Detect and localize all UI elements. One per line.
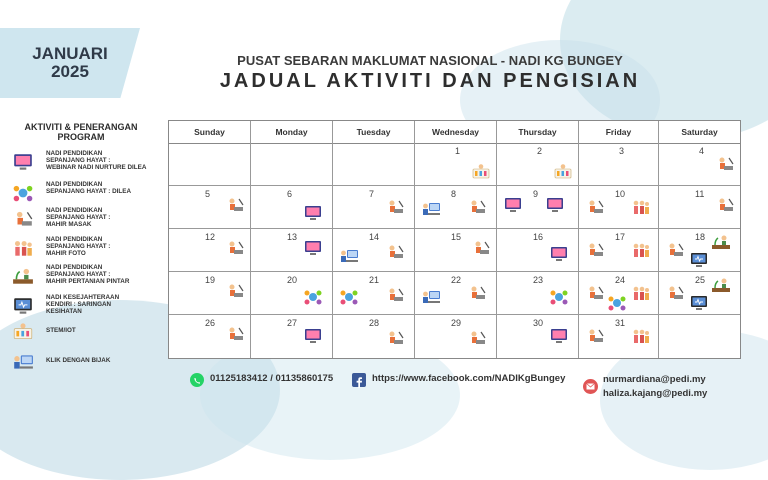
day-number: 15 bbox=[451, 232, 462, 242]
webinar-computer-icon bbox=[503, 196, 523, 214]
legend-item bbox=[10, 207, 170, 233]
calendar-cell bbox=[415, 315, 497, 358]
calendar-cell bbox=[659, 272, 740, 315]
day-number: 11 bbox=[695, 189, 705, 199]
smart-click-icon bbox=[339, 247, 359, 265]
cooking-icon bbox=[585, 327, 605, 345]
day-number: 28 bbox=[369, 318, 380, 328]
calendar-grid bbox=[168, 120, 741, 359]
smart-click-icon bbox=[12, 352, 34, 372]
day-number: 5 bbox=[205, 189, 211, 199]
calendar-cell bbox=[659, 186, 740, 229]
legend-item bbox=[10, 264, 170, 290]
cooking-icon bbox=[225, 196, 245, 214]
farming-icon bbox=[12, 266, 34, 286]
globe-network-icon bbox=[339, 288, 359, 306]
day-number: 10 bbox=[615, 189, 626, 199]
whatsapp-icon bbox=[190, 373, 204, 387]
day-number: 24 bbox=[615, 275, 626, 285]
day-number: 17 bbox=[615, 232, 626, 242]
webinar-computer-icon bbox=[549, 245, 569, 263]
calendar-cell bbox=[415, 143, 497, 186]
day-number: 7 bbox=[369, 189, 375, 199]
day-number: 13 bbox=[287, 232, 298, 242]
photo-icon bbox=[631, 198, 651, 216]
day-number: 26 bbox=[205, 318, 216, 328]
stem-iot-icon bbox=[553, 163, 573, 181]
day-number: 29 bbox=[451, 318, 462, 328]
facebook-icon bbox=[352, 373, 366, 387]
calendar-cell bbox=[169, 272, 251, 315]
cooking-icon bbox=[471, 239, 491, 257]
day-number: 25 bbox=[695, 275, 706, 285]
legend-label: STEM/IOT bbox=[46, 327, 76, 334]
day-number: 27 bbox=[287, 318, 298, 328]
day-number: 20 bbox=[287, 275, 298, 285]
calendar-cell bbox=[333, 143, 415, 186]
photo-icon bbox=[631, 327, 651, 345]
calendar-cell bbox=[333, 186, 415, 229]
day-number: 19 bbox=[205, 275, 216, 285]
calendar-cell bbox=[497, 315, 579, 358]
calendar-cell bbox=[579, 186, 659, 229]
calendar-cell bbox=[333, 315, 415, 358]
webinar-computer-icon bbox=[545, 196, 565, 214]
page-title: JADUAL AKTIVITI DAN PENGISIAN bbox=[219, 70, 641, 92]
globe-network-icon bbox=[303, 288, 323, 306]
cooking-icon bbox=[585, 198, 605, 216]
calendar-cell bbox=[251, 186, 333, 229]
cooking-icon bbox=[585, 241, 605, 259]
weekday-tuesday: Tuesday bbox=[333, 121, 415, 143]
day-number: 21 bbox=[369, 275, 380, 285]
day-number: 9 bbox=[533, 189, 539, 199]
day-number: 16 bbox=[533, 232, 544, 242]
calendar-cell bbox=[169, 143, 251, 186]
day-number: 6 bbox=[287, 189, 293, 199]
smart-click-icon bbox=[421, 288, 441, 306]
farming-icon bbox=[711, 276, 731, 294]
day-number: 23 bbox=[533, 275, 544, 285]
month-year: 2025 bbox=[51, 62, 89, 81]
weekday-monday: Monday bbox=[251, 121, 333, 143]
photo-icon bbox=[631, 284, 651, 302]
cooking-icon bbox=[385, 286, 405, 304]
calendar-cell bbox=[659, 229, 740, 272]
stem-iot-icon bbox=[471, 163, 491, 181]
cooking-icon bbox=[665, 284, 685, 302]
legend-item bbox=[10, 350, 170, 376]
calendar-cell bbox=[497, 143, 579, 186]
photo-icon bbox=[12, 238, 34, 258]
facebook-link[interactable]: https://www.facebook.com/NADIKgBungey bbox=[372, 373, 566, 384]
cooking-icon bbox=[665, 241, 685, 259]
day-number: 22 bbox=[451, 275, 462, 285]
email-icon bbox=[583, 379, 598, 394]
phone-number: 01125183412 / 01135860175 bbox=[210, 373, 334, 384]
cooking-icon bbox=[467, 198, 487, 216]
calendar-cell bbox=[659, 315, 740, 358]
calendar-cell bbox=[169, 315, 251, 358]
calendar-cell bbox=[251, 315, 333, 358]
cooking-icon bbox=[715, 196, 735, 214]
weekday-saturday: Saturday bbox=[681, 127, 718, 137]
calendar-cell bbox=[169, 229, 251, 272]
calendar-cell bbox=[579, 143, 659, 186]
legend-label: KLIK DENGAN BIJAK bbox=[46, 357, 111, 364]
cooking-icon bbox=[715, 155, 735, 173]
calendar-cell bbox=[579, 272, 659, 315]
cooking-icon bbox=[585, 284, 605, 302]
webinar-computer-icon bbox=[303, 239, 323, 257]
globe-network-icon bbox=[12, 183, 34, 203]
legend-item bbox=[10, 236, 170, 262]
calendar-cell bbox=[251, 143, 333, 186]
calendar-cell bbox=[659, 143, 740, 186]
cooking-icon bbox=[385, 243, 405, 261]
health-screening-icon bbox=[12, 296, 34, 316]
calendar-cell bbox=[415, 186, 497, 229]
legend-label: NADI KESEJAHTERAAN KENDIRI : SARINGAN KESIHATAN bbox=[46, 294, 120, 315]
legend-label: NADI PENDIDIKAN SEPANJANG HAYAT : MAHIR PERTANIAN PINTAR bbox=[46, 264, 130, 285]
calendar-cell bbox=[497, 272, 579, 315]
cooking-icon bbox=[385, 329, 405, 347]
webinar-computer-icon bbox=[549, 327, 569, 345]
day-number: 31 bbox=[615, 318, 626, 328]
calendar-cell bbox=[579, 315, 659, 358]
calendar-cell bbox=[251, 229, 333, 272]
email-address-1[interactable]: nurmardiana@pedi.my bbox=[603, 374, 706, 385]
legend-item bbox=[10, 181, 170, 207]
weekday-sunday: Sunday bbox=[169, 121, 251, 143]
legend-label: NADI PENDIDIKAN SEPANJANG HAYAT : MAHIR FOTO bbox=[46, 236, 111, 257]
calendar-cell bbox=[497, 229, 579, 272]
cooking-icon bbox=[225, 282, 245, 300]
calendar-cell bbox=[169, 186, 251, 229]
health-screening-icon bbox=[689, 251, 709, 269]
cooking-icon bbox=[225, 325, 245, 343]
day-number: 2 bbox=[537, 146, 543, 156]
webinar-computer-icon bbox=[303, 204, 323, 222]
legend-title: AKTIVITI & PENERANGAN PROGRAM bbox=[24, 122, 138, 142]
globe-network-icon bbox=[607, 294, 627, 312]
stem-iot-icon bbox=[12, 322, 34, 342]
legend-item bbox=[10, 320, 170, 346]
day-number: 1 bbox=[455, 146, 461, 156]
day-number: 3 bbox=[619, 146, 625, 156]
email-address-2[interactable]: haliza.kajang@pedi.my bbox=[603, 388, 708, 399]
calendar-cell bbox=[333, 229, 415, 272]
legend-item bbox=[10, 294, 170, 320]
calendar-cell bbox=[579, 229, 659, 272]
farming-icon bbox=[711, 233, 731, 251]
day-number: 8 bbox=[451, 189, 457, 199]
weekday-header bbox=[169, 121, 740, 144]
smart-click-icon bbox=[421, 200, 441, 218]
day-number: 14 bbox=[369, 232, 380, 242]
webinar-computer-icon bbox=[12, 152, 34, 172]
webinar-computer-icon bbox=[303, 327, 323, 345]
day-number: 4 bbox=[699, 146, 705, 156]
cooking-icon bbox=[467, 284, 487, 302]
health-screening-icon bbox=[689, 294, 709, 312]
legend-label: NADI PENDIDIKAN SEPANJANG HAYAT : WEBINAR NADI NURTURE DILEA bbox=[46, 150, 147, 171]
legend-label: NADI PENDIDIKAN SEPANJANG HAYAT : MAHIR MASAK bbox=[46, 207, 111, 228]
photo-icon bbox=[631, 241, 651, 259]
cooking-icon bbox=[467, 329, 487, 347]
calendar-cell bbox=[415, 272, 497, 315]
calendar-cell bbox=[251, 272, 333, 315]
legend-item bbox=[10, 150, 170, 176]
calendar-cell bbox=[333, 272, 415, 315]
weekday-friday: Friday bbox=[579, 121, 659, 143]
globe-network-icon bbox=[549, 288, 569, 306]
cooking-icon bbox=[385, 198, 405, 216]
day-number: 30 bbox=[533, 318, 544, 328]
calendar-cell bbox=[497, 186, 579, 229]
day-number: 12 bbox=[205, 232, 216, 242]
calendar-cell bbox=[415, 229, 497, 272]
cooking-icon bbox=[12, 209, 34, 229]
page-subtitle: PUSAT SEBARAN MAKLUMAT NASIONAL - NADI KG BUNGEY bbox=[237, 53, 623, 68]
cooking-icon bbox=[225, 239, 245, 257]
legend-label: NADI PENDIDIKAN SEPANJANG HAYAT : DILEA bbox=[46, 181, 132, 195]
weekday-wednesday: Wednesday bbox=[415, 121, 497, 143]
weekday-thursday: Thursday bbox=[497, 121, 579, 143]
day-number: 18 bbox=[695, 232, 706, 242]
month-name: JANUARI bbox=[32, 44, 108, 63]
